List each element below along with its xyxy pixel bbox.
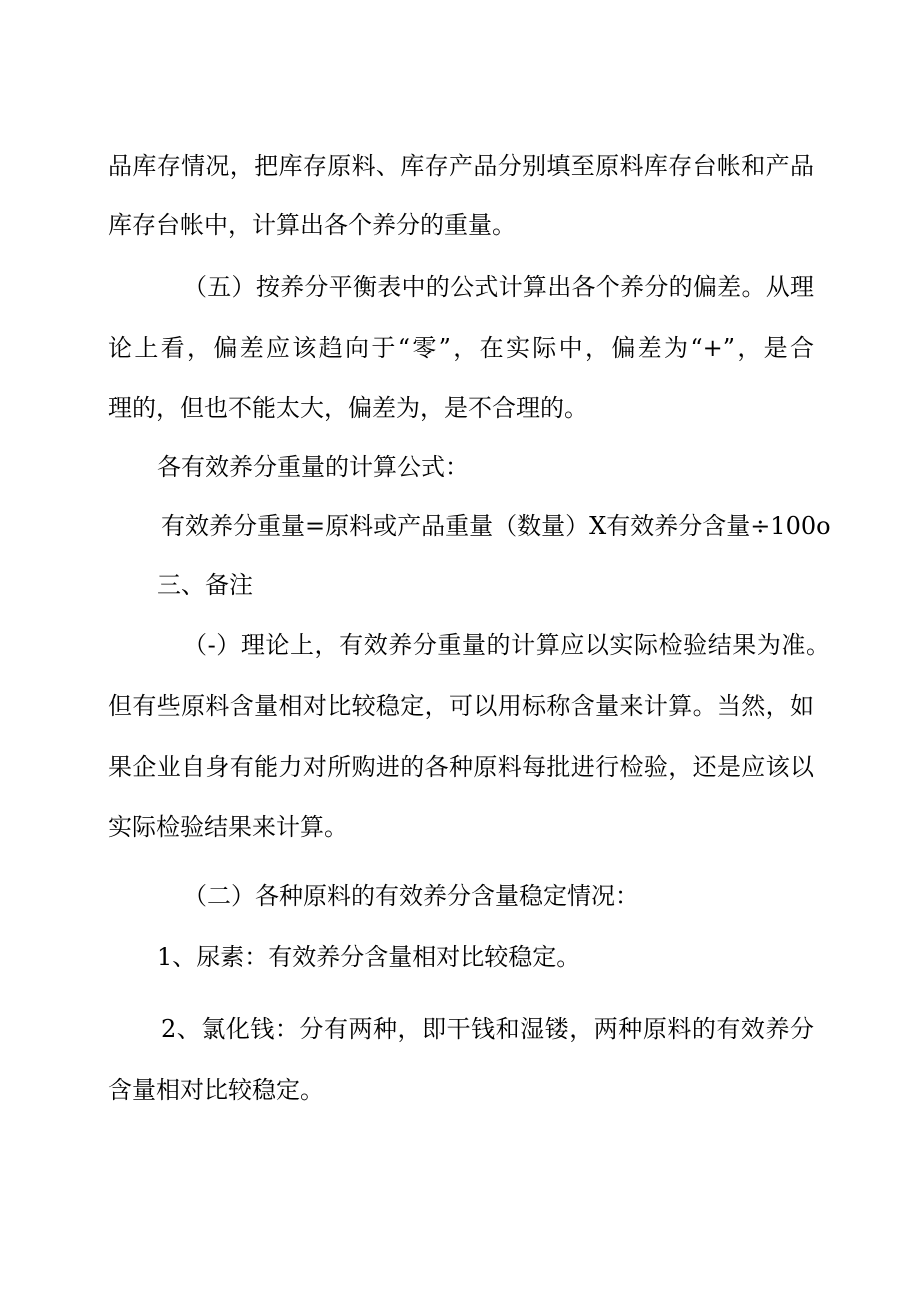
text-line-3: （五）按养分平衡表中的公式计算出各个养分的偏差。从理 xyxy=(183,273,814,301)
text-line-4: 论上看，偏差应该趋向于“零”，在实际中，偏差为“+”，是合 xyxy=(108,334,814,362)
text-line-13: （二）各种原料的有效养分含量稳定情况： xyxy=(183,882,639,910)
text-line-12: 实际检验结果来计算。 xyxy=(108,813,348,841)
text-line-1: 品库存情况，把库存原料、库存产品分别填至原料库存台帐和产品 xyxy=(108,152,814,180)
text-line-5: 理的，但也不能太大，偏差为，是不合理的。 xyxy=(108,394,588,422)
text-line-11: 果企业自身有能力对所购进的各种原料每批进行检验，还是应该以 xyxy=(108,753,814,781)
text-line-9: （-）理论上，有效养分重量的计算应以实际检验结果为准。 xyxy=(183,631,830,659)
text-line-6: 各有效养分重量的计算公式： xyxy=(157,453,469,481)
text-line-2: 库存台帐中，计算出各个养分的重量。 xyxy=(108,211,516,239)
text-line-15: 2、氯化钱：分有两种，即干钱和湿镂，两种原料的有效养分 xyxy=(161,1015,814,1043)
formula-line: 有效养分重量=原料或产品重量（数量）X有效养分含量÷100o xyxy=(161,512,831,540)
section-heading-remarks: 三、备注 xyxy=(157,571,253,599)
text-line-10: 但有些原料含量相对比较稳定，可以用标称含量来计算。当然，如 xyxy=(108,692,814,720)
text-line-16: 含量相对比较稳定。 xyxy=(108,1076,324,1104)
text-line-14: 1、尿素：有效养分含量相对比较稳定。 xyxy=(157,943,581,971)
